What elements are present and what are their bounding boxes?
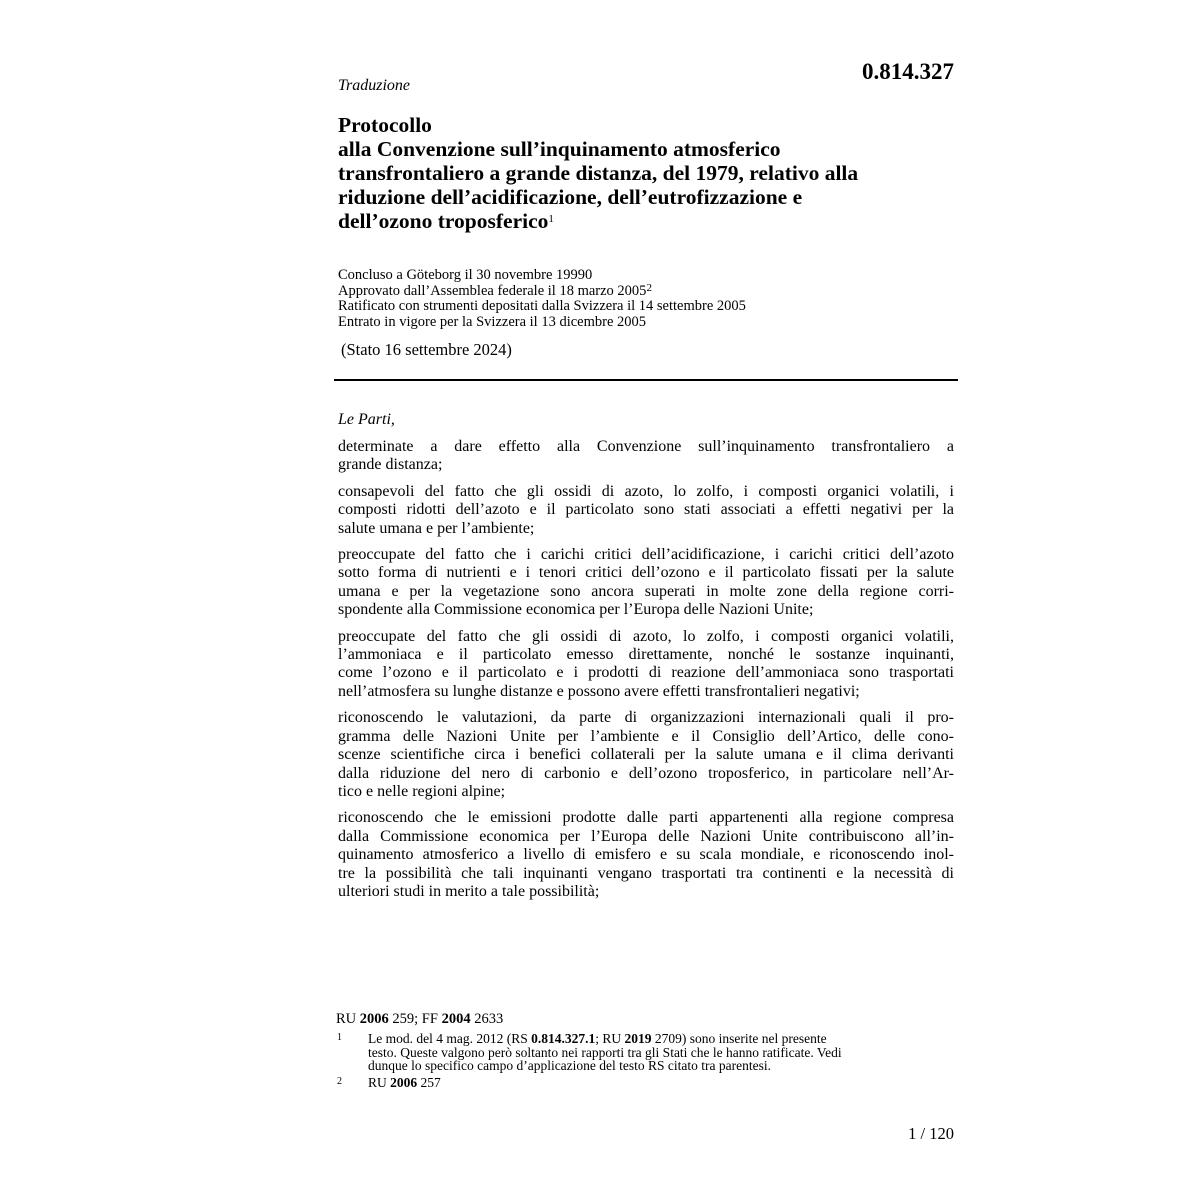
footnote-text: Le mod. del 4 mag. 2012 (RS bbox=[368, 1031, 532, 1046]
approved-date: Approvato dall’Assemblea federale il 18 marzo 2005 bbox=[338, 282, 647, 299]
paragraph-line: l’ammoniaca e il particolato emesso direttamente, nonché le sostanze inquinanti, bbox=[338, 646, 954, 664]
footnote-mark: 1 bbox=[337, 1032, 342, 1043]
ru-ref-text: 2633 bbox=[470, 1011, 504, 1027]
ru-year: 2006 bbox=[390, 1074, 418, 1090]
title-line: Protocollo bbox=[338, 113, 432, 137]
footnote-1 bbox=[336, 1032, 956, 1073]
footnotes-section bbox=[336, 1011, 956, 1089]
ratified-date: Ratificato con strumenti depositati dalla Svizzera il 14 settembre 2005 bbox=[338, 298, 746, 314]
title-line: transfrontaliero a grande distanza, del 1979, relativo alla bbox=[338, 161, 859, 185]
footnote-mark: 2 bbox=[337, 1075, 342, 1087]
approved-date-line bbox=[338, 281, 746, 300]
paragraph-line: tico e nelle regioni alpine; bbox=[338, 782, 506, 800]
preamble-paragraph bbox=[338, 438, 954, 475]
footnote-line: dunque lo specifico campo d’applicazione del testo RS citato tra parentesi. bbox=[368, 1058, 771, 1073]
paragraph-line: nell’atmosfera su lunghe distanze e possono avere effetti transfrontalieri negativi; bbox=[338, 682, 860, 700]
paragraph-line: umana e per la vegetazione sono ancora superati in molte zone della regione corri- bbox=[338, 582, 954, 600]
paragraph-line: come l’ozono e il particolato e i prodotti di reazione dell’ammoniaca sono trasportati bbox=[338, 664, 954, 682]
approved-footnote-ref[interactable]: 2 bbox=[646, 281, 652, 294]
footnote-2 bbox=[336, 1076, 956, 1090]
title-line: riduzione dell’acidificazione, dell’eutrofizzazione e bbox=[338, 185, 803, 209]
in-force-date: Entrato in vigore per la Svizzera il 13 dicembre 2005 bbox=[338, 313, 647, 330]
preamble bbox=[338, 410, 954, 909]
concluded-date: Concluso a Göteborg il 30 novembre 19990 bbox=[338, 267, 593, 283]
paragraph-line: spondente alla Commissione economica per l’Europa delle Nazioni Unite; bbox=[338, 601, 814, 619]
paragraph-line: dalla riduzione del nero di carbonio e dell’ozono troposferico, in particolare nell’Ar- bbox=[338, 764, 954, 782]
header-divider bbox=[334, 379, 958, 381]
paragraph-line: grande distanza; bbox=[338, 456, 443, 474]
status-date: (Stato 16 settembre 2024) bbox=[341, 340, 512, 359]
preamble-paragraph bbox=[338, 483, 954, 538]
paragraph-line: preoccupate del fatto che i carichi critici dell’acidificazione, i carichi critici dell’azoto bbox=[338, 546, 954, 564]
footnote-line bbox=[368, 1076, 956, 1090]
title-line: alla Convenzione sull’inquinamento atmosferico bbox=[338, 137, 781, 161]
preamble-paragraph bbox=[338, 546, 954, 620]
footnote-text: RU bbox=[368, 1074, 391, 1090]
ru-year: 2019 bbox=[624, 1031, 652, 1046]
title-line-text: dell’ozono troposferico bbox=[338, 209, 549, 233]
ff-ref-year: 2004 bbox=[441, 1011, 471, 1027]
paragraph-line: consapevoli del fatto che gli ossidi di azoto, lo zolfo, i composti organici volatili, i bbox=[338, 482, 954, 500]
sr-number: 0.814.327 bbox=[862, 59, 954, 84]
paragraph-line: determinate a dare effetto alla Convenzione sull’inquinamento transfrontaliero a bbox=[338, 438, 954, 455]
document-metadata bbox=[338, 268, 746, 330]
paragraph-line: riconoscendo le valutazioni, da parte di organizzazioni internazionali quali il pro- bbox=[338, 709, 954, 727]
paragraph-line: scenze scientifiche circa i benefici collaterali per la salute umana e il clima derivanti bbox=[338, 746, 954, 764]
ru-ref-text: RU bbox=[336, 1011, 360, 1027]
footnote-text: ; RU bbox=[595, 1031, 625, 1046]
footnote-text: 2709) sono inserite nel presente bbox=[651, 1031, 827, 1046]
translation-label: Traduzione bbox=[338, 77, 411, 94]
paragraph-line: gramma delle Nazioni Unite per l’ambiente e il Consiglio dell’Artico, delle cono- bbox=[338, 727, 954, 745]
rs-number-link[interactable]: 0.814.327.1 bbox=[531, 1031, 596, 1046]
document-title bbox=[338, 113, 958, 233]
title-line-last bbox=[338, 209, 958, 233]
preamble-paragraph bbox=[338, 628, 954, 702]
paragraph-line: tre la possibilità che tali inquinanti vengano trasportati tra continenti e la necessità di bbox=[338, 864, 954, 882]
preamble-opening: Le Parti, bbox=[338, 411, 395, 428]
ru-ref-text: 259; FF bbox=[388, 1011, 442, 1027]
preamble-paragraph bbox=[338, 709, 954, 801]
ru-ref-year: 2006 bbox=[359, 1011, 389, 1027]
page-number: 1 / 120 bbox=[908, 1124, 954, 1143]
title-footnote-ref[interactable]: 1 bbox=[548, 213, 554, 225]
official-collection-reference bbox=[336, 1011, 956, 1028]
paragraph-line: composti ridotti dell’azoto e il particolato sono stati associati a effetti negativi per la bbox=[338, 501, 954, 519]
paragraph-line: salute umana e per l’ambiente; bbox=[338, 519, 535, 537]
footnote-line: testo. Queste valgono però soltanto nei rapporti tra gli Stati che le hanno ratificate. Vedi bbox=[368, 1044, 842, 1060]
paragraph-line: quinamento atmosferico a livello di emisfero e su scala mondiale, e riconoscendo inol- bbox=[338, 846, 954, 864]
paragraph-line: sotto forma di nutrienti e i tenori critici dell’ozono e il particolato fissati per la salute bbox=[338, 564, 954, 582]
paragraph-line: dalla Commissione economica per l’Europa delle Nazioni Unite contribuiscono all’in- bbox=[338, 827, 954, 845]
footnote-line bbox=[368, 1032, 956, 1046]
paragraph-line: preoccupate del fatto che gli ossidi di azoto, lo zolfo, i composti organici volatili, bbox=[338, 627, 954, 645]
paragraph-line: ulteriori studi in merito a tale possibilità; bbox=[338, 882, 600, 900]
footnote-text: 257 bbox=[417, 1074, 441, 1090]
preamble-paragraph bbox=[338, 809, 954, 901]
paragraph-line: riconoscendo che le emissioni prodotte dalle parti appartenenti alla regione compresa bbox=[338, 809, 954, 827]
